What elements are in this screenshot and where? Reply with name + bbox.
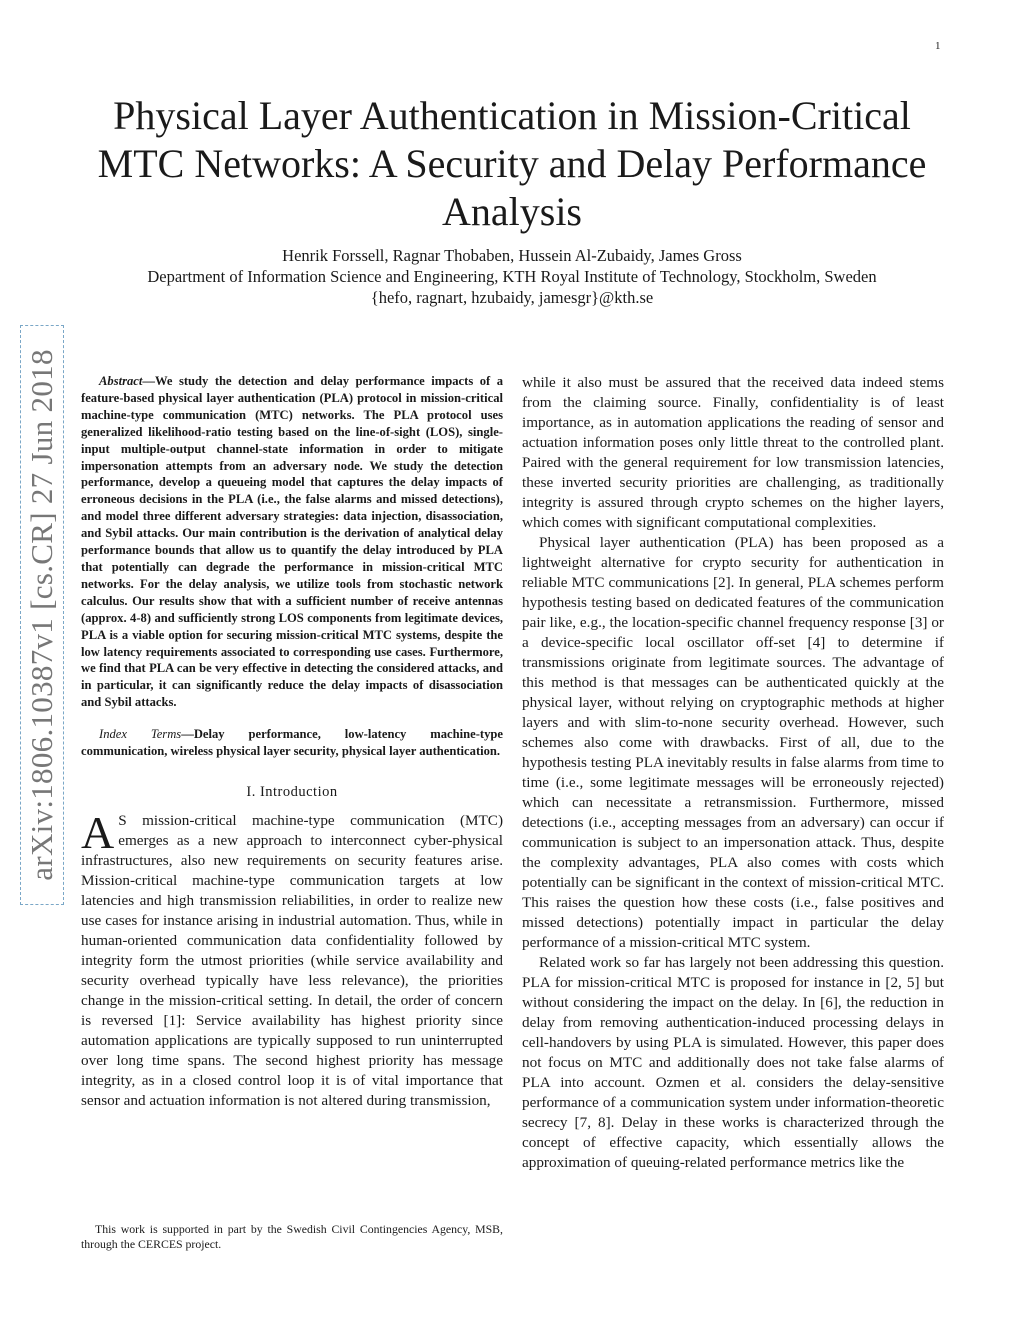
page-number: 1 (935, 40, 941, 52)
left-column (81, 373, 503, 1111)
abstract-label: Abstract (99, 374, 143, 388)
abstract (81, 373, 503, 711)
body-paragraph-3: Related work so far has largely not been addressing this question. PLA for mission-critical MTC is proposed for instance in [2, 5] but without considering the impact on the delay. In [6], the reduction in delay from removing authentication-induced processing delays in cell-handovers by using PLA is simulated. However, this paper does not focus on MTC and additionally does not take false alarms of PLA into account. Ozmen et al. considers the delay-sensitive performance of a communication system under information-theoretic secrecy [7, 8]. Delay in these works is characterized through the concept of effective capacity, which essentially allows the approximation of queuing-related performance metrics like the (522, 954, 944, 1171)
author-block (40, 245, 984, 308)
paper-title: Physical Layer Authentication in Mission-Critical MTC Networks: A Security and Delay Performance Analysis (97, 93, 927, 234)
right-column (522, 373, 944, 1173)
body-paragraph-1: while it also must be assured that the received data indeed stems from the claiming source. Finally, confidentiality is of least importance, as in automation applications the reading of sensor and actuation information poses only little threat to the controlled plant. Paired with the general requirement for low transmission latencies, these inverted security priorities are challenging, as traditionally integrity is assured through crypto schemes on the higher layers, which comes with significant computational complexities. (522, 374, 944, 531)
section-heading: I. Introduction (246, 783, 338, 800)
intro-paragraph (81, 806, 503, 1111)
affiliation: Department of Information Science and Engineering, KTH Royal Institute of Technology, Stockholm, Sweden (147, 267, 877, 286)
arxiv-id: arXiv:1806.10387v1 [cs.CR] 27 Jun 2018 (24, 349, 59, 881)
intro-text: S mission-critical machine-type communication (MTC) emerges as a new approach to interconnect cyber-physical infrastructures, also new requirements on security features arise. Mission-critical machine-type communication targets at low latencies and high transmission reliabilities, in order to realize new use cases for instance arising in industrial automation. Thus, while in human-oriented communication data confidentiality followed by integrity form the utmost priorities (while service availability and security overhead typically have less relevance), the priorities change in the mission-critical setting. In detail, the order of concern is reversed [1]: Service availability has highest priority since automation applications are typically supposed to run uninterrupted over long time spans. The second highest priority has message integrity, as in a closed control loop it is of vital importance that sensor and actuation information is not altered during transmission, (81, 811, 503, 1109)
author-emails: {hefo, ragnart, hzubaidy, jamesgr}@kth.se (370, 288, 654, 307)
body-paragraph-2: Physical layer authentication (PLA) has been proposed as a lightweight alternative for crypto security for authentication in reliable MTC communications [2]. In general, PLA schemes perform hypothesis testing based on dedicated features of the communication pair like, e.g., the location-specific channel frequency response [3] or a device-specific local oscillator off-set [4] to determine if transmissions originate from legitimate sources. The advantage of this method is that messages can be authenticated quickly at the physical layer, without relying on cryptographic methods at higher layers and with slim-to-none security overhead. However, such schemes also come with drawbacks. First of all, due to the hypothesis testing PLA inevitably results in false alarms from time to time (i.e., some legitimate messages will be erroneously rejected) which can necessitate a retransmission. Furthermore, missed detections (i.e., accepting messages from an adversary) can occur if communication is subject to an impersonation attack. Thus, despite the complexity advantages, PLA also comes with costs which potentially can be significant in the context of mission-critical MTC. This raises the question how these costs (i.e., false positives and missed detections) potentially impact in particular the delay performance of a mission-critical MTC system. (522, 534, 944, 951)
abstract-text: —We study the detection and delay performance impacts of a feature-based physical layer authentication (PLA) protocol in mission-critical machine-type communication (MTC) networks. The PLA protocol uses generalized likelihood-ratio testing based on the line-of-sight (LOS), single-input multiple-output channel-state information in order to mitigate impersonation attempts from an adversary node. We study the detection performance, develop a queueing model that captures the delay impacts of erroneous decisions in the PLA (i.e., the false alarms and missed detections), and model three different adversary strategies: data injection, disassociation, and Sybil attacks. Our main contribution is the derivation of analytical delay performance bounds that allow us to quantify the delay introduced by PLA that potentially can degrade the performance in mission-critical MTC networks. For the delay analysis, we utilize tools from stochastic network calculus. Our results show that with a sufficient number of receive antennas (approx. 4-8) and sufficiently strong LOS components from legitimate devices, PLA is a viable option for securing mission-critical MTC systems, despite the low latency requirements associated to corresponding use cases. Furthermore, we find that PLA can be very effective in detecting the considered attacks, and in particular, it can significantly reduce the delay impacts of disassociation and Sybil attacks. (81, 374, 503, 710)
drop-cap: A (81, 806, 115, 858)
arxiv-stamp[interactable] (20, 325, 64, 905)
index-terms-text: —Delay performance, low-latency machine-type communication, wireless physical layer security, physical layer authentication. (81, 727, 503, 759)
index-terms-label: Index Terms (99, 727, 182, 742)
footnote: This work is supported in part by the Swedish Civil Contingencies Agency, MSB, through the CERCES project. (81, 1222, 503, 1251)
index-terms (81, 726, 503, 760)
author-names: Henrik Forssell, Ragnar Thobaben, Hussein Al-Zubaidy, James Gross (282, 246, 742, 265)
